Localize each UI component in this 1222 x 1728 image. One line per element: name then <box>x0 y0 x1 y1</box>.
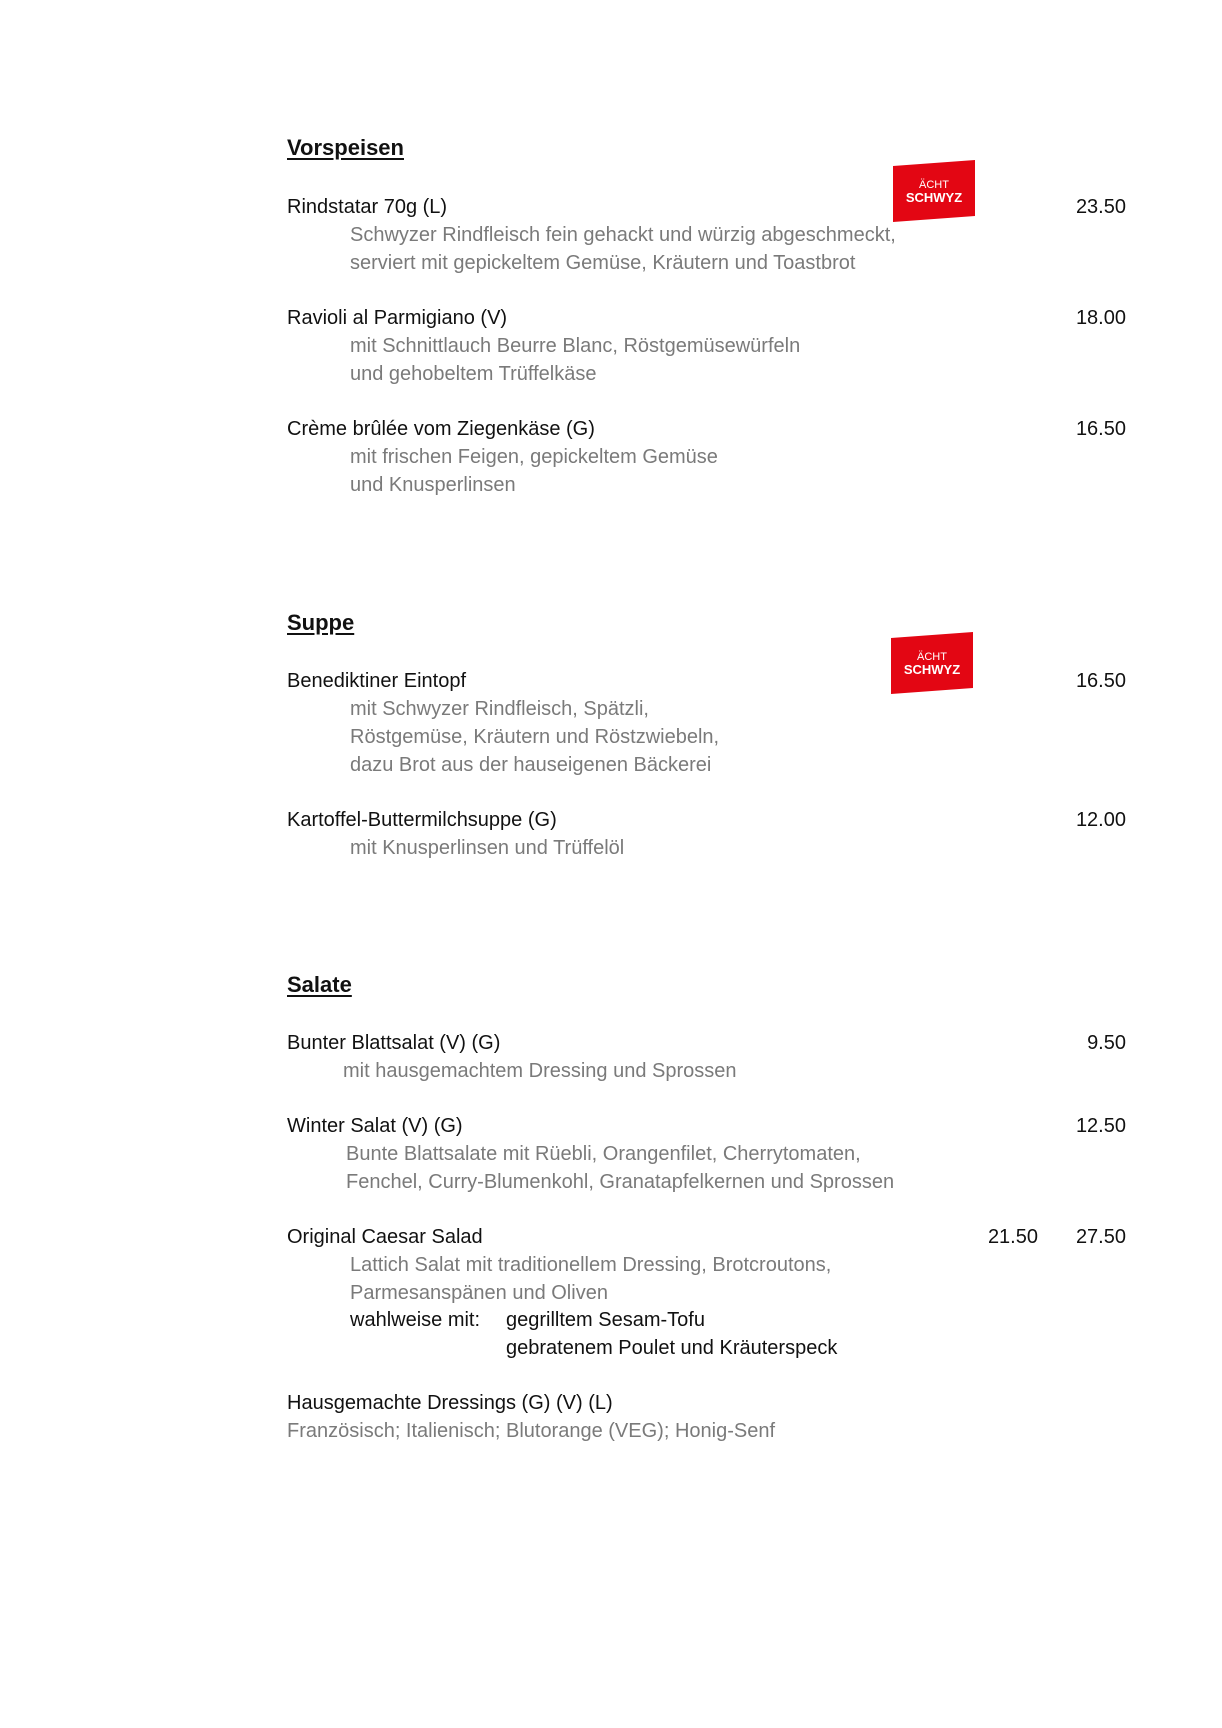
dish-price: 16.50 <box>1075 670 1126 692</box>
dish-name: Winter Salat (V) (G) <box>287 1115 463 1137</box>
acht-schwyz-logo <box>893 160 975 222</box>
dish-name: Rindstatar 70g (L) <box>287 196 448 218</box>
dish-description: Lattich Salat mit traditionellem Dressing, Brotcroutons, Parmesanspänen und Oliven <box>350 1254 832 1304</box>
option-label: wahlweise mit: <box>350 1309 481 1331</box>
dish-description: Bunte Blattsalate mit Rüebli, Orangenfilet, Cherrytomaten, Fenchel, Curry-Blumenkohl, Granatapfelkernen und Sprossen <box>346 1143 895 1193</box>
dish-description: mit Knusperlinsen und Trüffelöl <box>350 837 625 859</box>
dish-name: Benediktiner Eintopf <box>287 670 467 692</box>
logo-line1: ÄCHT <box>919 179 949 191</box>
option-list: gegrilltem Sesam-Tofu gebratenem Poulet und Kräuterspeck <box>506 1309 838 1359</box>
dish-description: mit Schnittlauch Beurre Blanc, Röstgemüsewürfeln und gehobeltem Trüffelkäse <box>350 335 801 385</box>
dish-description: mit hausgemachtem Dressing und Sprossen <box>343 1060 737 1082</box>
dish-name: Kartoffel-Buttermilchsuppe (G) <box>287 809 557 831</box>
dish-price: 12.50 <box>1075 1115 1126 1137</box>
logo-line2: SCHWYZ <box>903 662 961 677</box>
dish-name: Original Caesar Salad <box>287 1226 483 1248</box>
logo-line1: ÄCHT <box>917 651 947 663</box>
dish-description: mit frischen Feigen, gepickeltem Gemüse und Knusperlinsen <box>350 446 718 496</box>
logo-line2: SCHWYZ <box>905 190 963 205</box>
dish-name: Crème brûlée vom Ziegenkäse (G) <box>287 418 595 440</box>
dish-price: 9.50 <box>1087 1032 1126 1054</box>
dish-name: Bunter Blattsalat (V) (G) <box>287 1032 501 1054</box>
section-heading-vorspeisen: Vorspeisen <box>287 135 404 160</box>
section-heading-suppe: Suppe <box>287 610 355 635</box>
dish-price: 18.00 <box>1075 307 1126 329</box>
dish-description: Schwyzer Rindfleisch fein gehackt und würzig abgeschmeckt, serviert mit gepickeltem Gemüse, Kräutern und Toastbrot <box>350 224 896 274</box>
dish-name: Hausgemachte Dressings (G) (V) (L) <box>287 1392 613 1414</box>
section-heading-salate: Salate <box>287 972 352 997</box>
dish-description: Französisch; Italienisch; Blutorange (VEG); Honig-Senf <box>287 1420 775 1442</box>
dish-price: 23.50 <box>1075 196 1126 218</box>
dish-description: mit Schwyzer Rindfleisch, Spätzli, Röstgemüse, Kräutern und Röstzwiebeln, dazu Brot aus der hauseigenen Bäckerei <box>350 698 720 776</box>
acht-schwyz-logo <box>891 632 973 694</box>
dish-price: 27.50 <box>1075 1226 1126 1248</box>
dish-name: Ravioli al Parmigiano (V) <box>287 307 508 329</box>
dish-price-small: 21.50 <box>987 1226 1038 1248</box>
dish-price: 12.00 <box>1075 809 1126 831</box>
dish-price: 16.50 <box>1075 418 1126 440</box>
